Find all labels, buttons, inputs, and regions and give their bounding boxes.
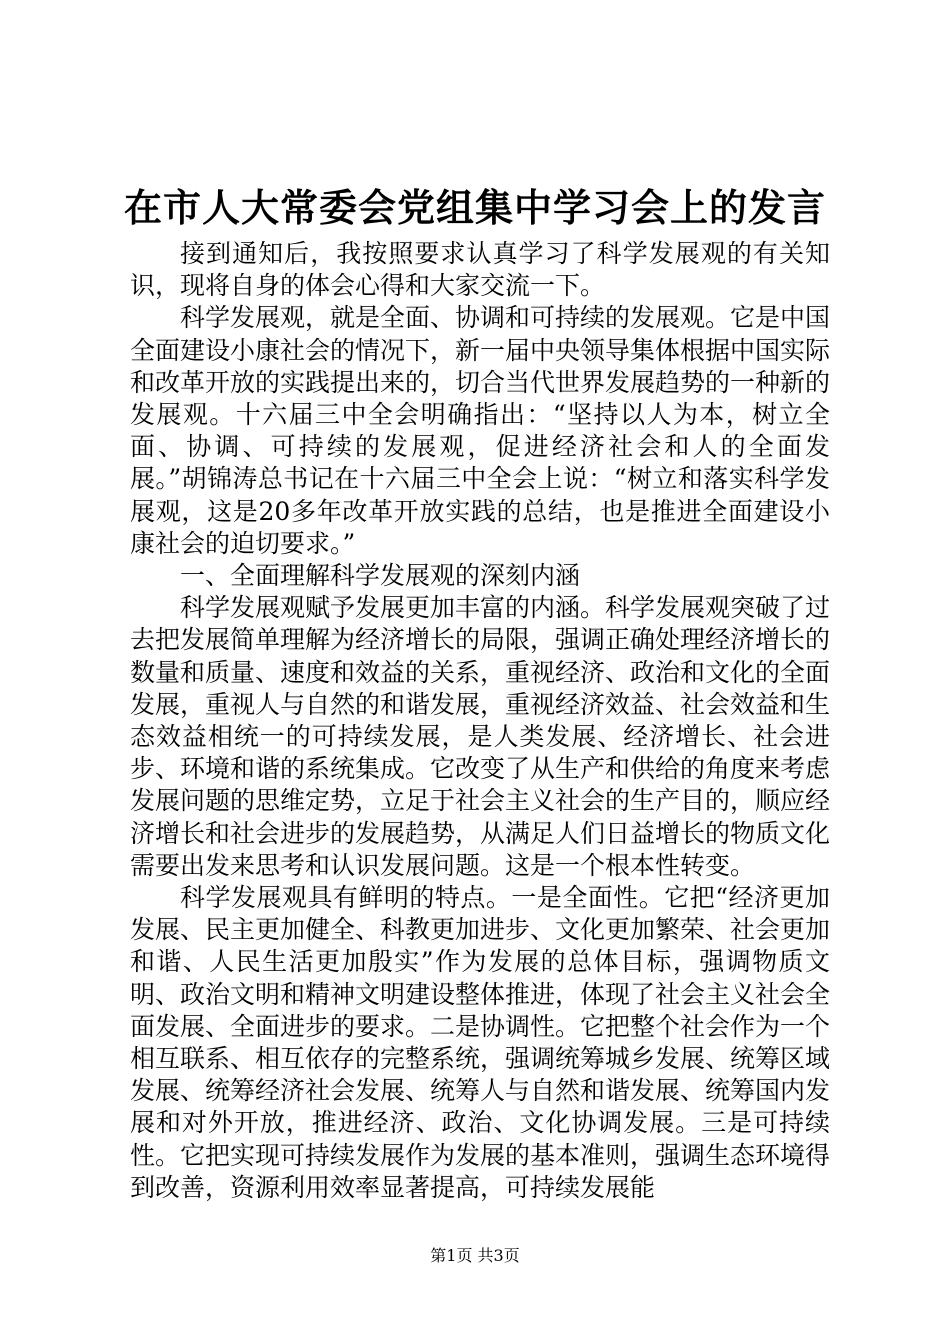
paragraph-connotation: 科学发展观赋予发展更加丰富的内涵。科学发展观突破了过去把发展简单理解为经济增长的局限，强调正确处理经济增长的数量和质量、速度和效益的关系，重视经济、政治和文化的全面发展，重视人与自然的和谐发展，重视经济效益、社会效益和生态效益相统一的可持续发展，是人类发展、经济增长、社会进步、环境和谐的系统集成。它改变了从生产和供给的角度来考虑发展问题的思维定势，立足于社会主义社会的生产目的，顺应经济增长和社会进步的发展趋势，从满足人们日益增长的物质文化需要出发来思考和认识发展问题。这是一个根本性转变。 [130,593,831,880]
paragraph-characteristics: 科学发展观具有鲜明的特点。一是全面性。它把“经济更加发展、民主更加健全、科教更加进步、文化更加繁荣、社会更加和谐、人民生活更加殷实”作为发展的总体目标，强调物质文明、政治文明和精神文明建设整体推进，体现了社会主义社会全面发展、全面进步的要求。二是协调性。它把整个社会作为一个相互联系、相互依存的完整系统，强调统筹城乡发展、统筹区域发展、统筹经济社会发展、统筹人与自然和谐发展、统筹国内发展和对外开放，推进经济、政治、文化协调发展。三是可持续性。它把实现可持续发展作为发展的基本准则，强调生态环境得到改善，资源利用效率显著提高，可持续发展能 [130,883,831,1202]
paragraph-intro: 接到通知后，我按照要求认真学习了科学发展观的有关知识，现将自身的体会心得和大家交流一下。 [130,239,830,301]
document-body [130,238,830,1204]
document-title: 在市人大常委会党组集中学习会上的发言 [123,185,826,230]
paragraph-definition: 科学发展观，就是全面、协调和可持续的发展观。它是中国全面建设小康社会的情况下，新一届中央领导集体根据中国实际和改革开放的实践提出来的，切合当代世界发展趋势的一种新的发展观。十六届三中全会明确指出：“坚持以人为本，树立全面、协调、可持续的发展观，促进经济社会和人的全面发展。”胡锦涛总书记在十六届三中全会上说：“树立和落实科学发展观，这是20多年改革开放实践的总结，也是推进全面建设小康社会的迫切要求。” [130,303,831,558]
page-footer: 第1页 共3页 [430,1246,520,1265]
section-heading: 一、全面理解科学发展观的深刻内涵 [180,561,581,591]
